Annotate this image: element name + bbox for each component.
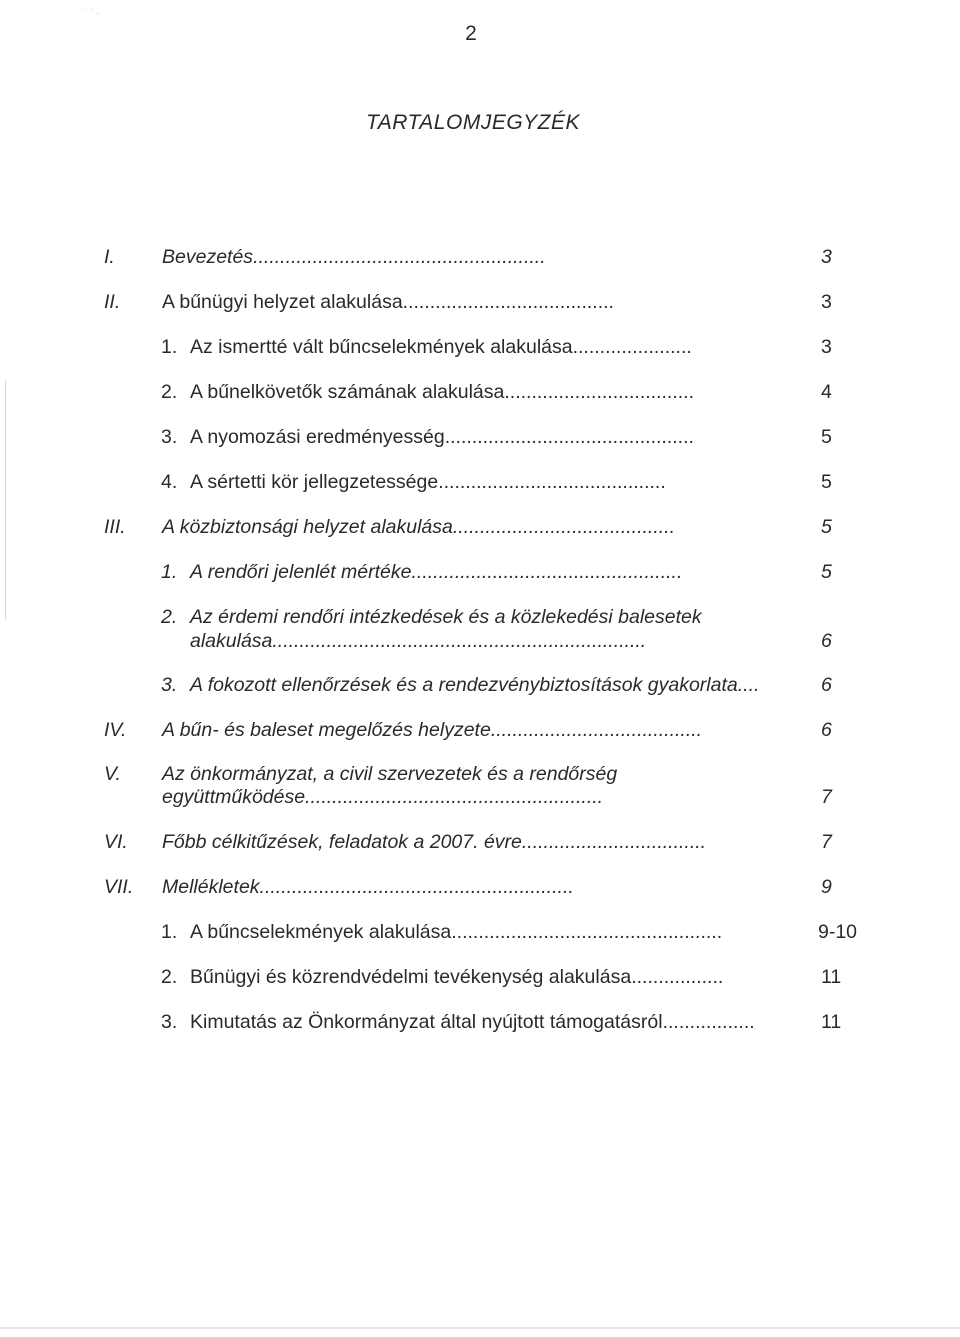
entry-page: 5	[821, 426, 832, 448]
entry-page: 7	[821, 831, 832, 853]
entry-dots: ..................................	[521, 831, 707, 853]
entry-dots: ......................	[572, 336, 692, 358]
entry-page: 11	[821, 966, 842, 988]
entry-text: A bűn- és baleset megelőzés helyzete	[162, 719, 491, 741]
entry-text: A bűncselekmények alakulása	[190, 921, 452, 943]
entry-page: 7	[821, 786, 832, 808]
entry-dots: ......................................................	[253, 246, 546, 268]
entry-dots: .................	[631, 966, 724, 988]
entry-number: 1.	[161, 336, 178, 358]
entry-number: 3.	[161, 426, 178, 448]
entry-dots: .........................................	[452, 516, 676, 538]
entry-page: 9-10	[818, 921, 858, 943]
entry-dots: .......................................................	[305, 786, 604, 808]
entry-dots: .......................................	[490, 719, 703, 741]
entry-dots: ..................................................	[411, 561, 683, 583]
entry-page: 4	[821, 381, 832, 403]
entry-text: Az ismertté vált bűncselekmények alakulása	[190, 336, 573, 358]
entry-number: III.	[104, 516, 126, 538]
entry-number: V.	[104, 763, 121, 785]
entry-dots: .................	[662, 1011, 755, 1033]
entry-dots: ...................................	[504, 381, 694, 403]
entry-number: 2.	[161, 966, 178, 988]
entry-text: Bevezetés	[162, 246, 254, 268]
entry-dots: ....	[737, 674, 760, 696]
entry-number: VII.	[104, 876, 134, 898]
entry-number: 2.	[161, 381, 178, 403]
page-number: 2	[465, 22, 477, 45]
toc-entry-onkormanyzat-egyuttmukodes	[0, 763, 960, 813]
entry-number: II.	[104, 291, 121, 313]
entry-page: 6	[821, 630, 832, 652]
entry-text: A közbiztonsági helyzet alakulása	[162, 516, 453, 538]
entry-page: 3	[821, 291, 832, 313]
entry-dots: ..........................................................	[259, 876, 574, 898]
entry-text-continued: együttműködése	[162, 786, 306, 808]
entry-text: A nyomozási eredményesség	[190, 426, 445, 448]
entry-text: A bűnügyi helyzet alakulása	[162, 291, 403, 313]
scan-bottom-edge	[0, 1327, 960, 1329]
entry-page: 5	[821, 561, 832, 583]
entry-number: I.	[104, 246, 115, 268]
entry-number: 3.	[161, 1011, 178, 1033]
entry-page: 6	[821, 719, 832, 741]
scan-margin-line	[5, 380, 6, 620]
entry-page: 9	[821, 876, 832, 898]
entry-number: 4.	[161, 471, 178, 493]
entry-text: Kimutatás az Önkormányzat által nyújtott támogatásról	[190, 1011, 663, 1033]
entry-number: VI.	[104, 831, 128, 853]
entry-number: 3.	[161, 674, 178, 696]
entry-page: 5	[821, 471, 832, 493]
toc-title: TARTALOMJEGYZÉK	[365, 111, 581, 134]
entry-dots: ..............................................	[444, 426, 694, 448]
entry-text: Az önkormányzat, a civil szervezetek és a rendőrség	[162, 763, 618, 785]
entry-text: Mellékletek	[162, 876, 260, 898]
entry-dots: ..........................................	[438, 471, 666, 493]
entry-dots: ..................................................	[451, 921, 723, 943]
entry-text: Főbb célkitűzések, feladatok a 2007. évre	[162, 831, 522, 853]
entry-dots: .....................................................................	[272, 630, 647, 652]
entry-number: 1.	[161, 921, 178, 943]
entry-text: Az érdemi rendőri intézkedések és a közlekedési balesetek	[190, 606, 702, 628]
entry-text: A rendőri jelenlét mértéke	[190, 561, 412, 583]
toc-entry-erdemi-intezkedesek	[0, 606, 960, 656]
entry-number: 2.	[161, 606, 178, 628]
entry-text: Bűnügyi és közrendvédelmi tevékenység alakulása	[190, 966, 632, 988]
entry-dots: .......................................	[402, 291, 614, 313]
entry-text: A sértetti kör jellegzetessége	[190, 471, 439, 493]
entry-text: A fokozott ellenőrzések és a rendezvénybiztosítások gyakorlata	[190, 674, 738, 696]
entry-text-continued: alakulása	[190, 630, 273, 652]
entry-page: 3	[821, 336, 832, 358]
entry-page: 3	[821, 246, 832, 268]
entry-page: 11	[821, 1011, 842, 1033]
entry-number: IV.	[104, 719, 127, 741]
entry-page: 6	[821, 674, 832, 696]
entry-number: 1.	[161, 561, 178, 583]
entry-text: A bűnelkövetők számának alakulása	[190, 381, 505, 403]
scan-speck: ˙ ˙ ·	[84, 8, 100, 19]
entry-page: 5	[821, 516, 832, 538]
